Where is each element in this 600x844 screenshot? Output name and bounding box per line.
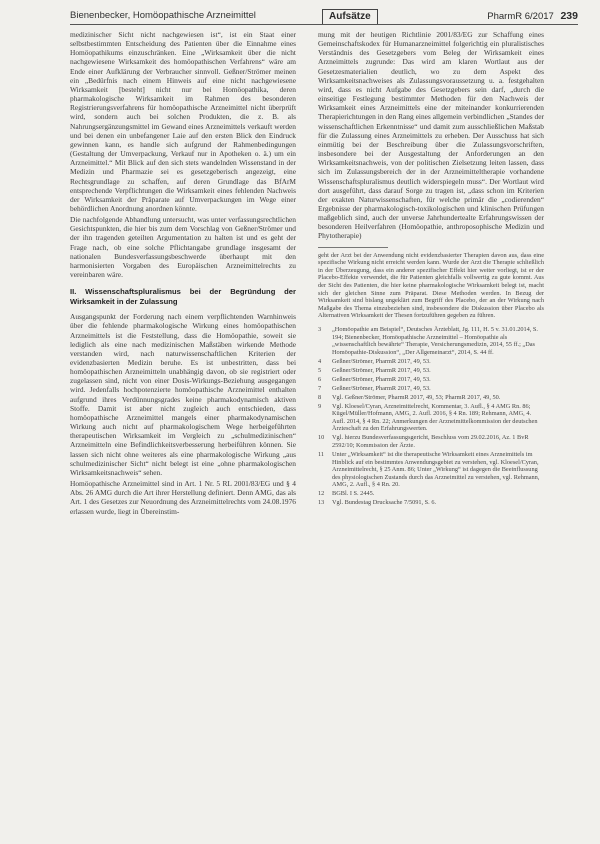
body-paragraph: mung mit der heutigen Richtlinie 2001/83/EG zur Schaffung eines Gemeinschaftskodex für Humanarzneimittel folgerichtig ein pluralistisches Verständnis des Gesetzgebers vom Beleg der Wirksamkeit eines Arzneimittels zugrunde: Das wird am klaren Wortlaut aus der Gesetzesmaterialien deutlich, wo zu dem Aspekt des Wirksamkeitsnachweises als Zulassungsvoraussetzung u. a. festgehalten wird, dass es nicht Aufgabe des Gesetzgebers sein darf, „durch die einseitige Festlegung bestimmter Methoden für den Nachweis der Wirksamkeit eines Arzneimittels eine der miteinander konkurrierenden Therapierichtungen in den Rang eines allgemein verbindlichen „Standes der wissenschaftlichen Erkenntnisse“ und damit zum ausschließlichen Maßstab für die Zulassung eines Arzneimittels zu erheben. Der Ausschuss hat sich einmütig bei der Beschreibung über die Zulassungsvorschriften, insbesondere bei der Ausgestaltung der Anforderungen an den Wirksamkeitsnachweis, von der politischen Zielsetzung leiten lassen, dass sich im Zulassungsbereich der in der Arzneimitteltherapie vorhandene Wissenschaftspluralismus deutlich widerspiegeln muss“. Der Wortlaut wird dort ausgeführt, dass darauf Sorge zu tragen ist, „dass schon im Kriterien der exakten Naturwissenschaften, für welche primär die „codierenden“ Ergebnisse der pharmakologisch-toxikologischen und klinischen Prüfungen maßgeblich sind, auch der unverse Jahrhundertealte Erfahrungswissen der besonderen Heilverfahren (Homöopathie, anthroposophische Medizin und Phytotherapie) [318,30,544,241]
footnote-text: BGBl. I S. 2445. [332,490,375,498]
footnote-number: 3 [318,325,322,333]
body-paragraph: Die nachfolgende Abhandlung untersucht, was unter verfassungsrechtlichen Gesichtspunkten, die hier bis zum dem Vorschlag von Geßner/Strömer und der ihn tragenden geteilten Argumentation zu halten ist und es geht der Frage nach, ob eine solche Pflichtangabe grundlage insgesamt der nationalen Bundesverfassungsbeschwerde überhaupt mit den harmonisierten Vorgaben des Europäischen Arzneimittelrechts zu vereinbaren wäre. [70,215,296,280]
body-paragraph: medizinischer Sicht nicht nachgewiesen ist“, ist ein Staat einer selbstbestimmten Entscheidung des Patienten über die Einnahme eines Homöopathikums einzuschränken. Eine „Wirksamkeit über die nicht nachgewiesene Wirksamkeit des homöopathischen Verfahrens“ wäre am Ende einer Aufklärung der Verbraucher sinnvoll. Geßner/Strömer meinen ein „Bedürfnis nach einem Hinweis auf eine nicht nachgewiesene Wirksamkeit [besteht] nicht nur bei Homöopathika, deren pharmakologische Wirksamkeit im Rahmen des besonderen Registrierungsverfahrens für homöopathische Arzneimittel nicht überprüft wird, sondern auch bei solchen Produkten, die z. B. als Nahrungsergänzungsmittel im Gewand eines Arzneimittels verkauft werden und bei denen ein unbefangener Laie auf den ersten Blick den Eindruck gewinnen kann, es handle sich aufgrund der Rahmenbedingungen (Gestaltung der Umverpackung, Verkauf nur in Apotheken o. ä.) um ein Arzneimittel.“ Mit Blick auf den sich stets wandelnden Wissenstand in der Medizin und Pharmazie sei es gesetzgeberisch angezeigt, eine Rechtsgrundlage zu schaffen, auf deren Grundlage das BfArM entsprechende Verpflichtungen die Wirksamkeit eines fehlenden Nachweis der Wirksamkeit der Präparate auf Umverpackungen im Wege einer behördlichen Anordnung anordnen könnte. [70,30,296,213]
right-column [318,30,544,820]
footnote-continuation: geht der Arzt bei der Anwendung nicht evidenzbasierter Therapien davon aus, dass eine spezifische Wirkung nicht erreicht werden kann. Wurde der Arzt die Therapie schließlich in der Überzeugung, dass ein anderer spezifischer Effekt hier weiter vorliegt, ist er der Placebo-Effekte verwendet, die für Patienten gleichfalls vollwertig zu gute kommt. Aus der Sicht des Patienten, die hier keine pharmakologische Wirksamkeit belegt ist, macht sich der gleichen Sinne zum Präparat. Diese Methoden werden. In Bezug der Wirksamkeit sind bislang ungeklärt zum Begriff des Placebo, der an der Wirkung nach Maßgabe des Thema einzubeziehen sind, insbesondere die Diskussion über Placebo als Alternativen Wirksamkeit der Thesen fortzuführen gegeben zu führen. [318,251,544,320]
footnote-number: 9 [318,402,322,410]
footnote-text: „Homöopathie am Beispiel“, Deutsches Ärzteblatt, Jg. 111, H. 5 v. 31.01.2014, S. 194; Bienenbecker, Homöopathische Arzneimittel – Homöopathie als „wissenschaftlich bewährte“ Therapie, Versicherungsmedizin, 2014, 55 ff.; „Das Homöopathie-Diskussion“, „Der Allgemeinarzt“, 2014, S. 44 ff. [332,325,539,356]
footnote-separator [318,247,388,248]
footnote-number: 6 [318,375,322,383]
footnote-6 [318,376,544,384]
running-header [70,8,578,25]
footnote-number: 11 [318,450,325,458]
header-section-label: Aufsätze [322,9,378,24]
footnote-text: Unter „Wirksamkeit“ ist die therapeutische Wirksamkeit eines Arzneimittels im Hinblick auf ein bestimmtes Anwendungsgebiet zu verstehen, vgl. Kloesel/Cyran, Arzneimittelrecht, § 25 Anm. 86; Unter „Wirkung“ ist dagegen die Beeinflussung des physiologischen Zustands durch das Arzneimittel zu verstehen, vgl. Rehmann, AMG, 2. Aufl., § 4 Rn. 20. [332,450,540,489]
footnote-list [318,326,544,507]
footnote-number: 8 [318,393,322,401]
footnote-text: Vgl. Kloesel/Cyran, Arzneimittelrecht, Kommentar, 3. Aufl., § 4 AMG Rn. 86; Kügel/Müller/Hofmann, AMG, 2. Aufl. 2016, § 4 Rn. 189; Rehmann, AMG, 4. Aufl. 2014, § 4 Rn. 22; Anmerkungen der Arzneimittelkommission der deutschen Ärzteschaft zu den Erfahrungswerten. [332,402,538,433]
footnote-9 [318,403,544,433]
body-paragraph: Ausgangspunkt der Forderung nach einem verpflichtenden Warnhinweis über die fehlende pharmakologische Wirkung eines homöopathischen Arzneimittels ist die Feststellung, dass die Homöopathie, soweit sie lediglich als eine nach medizinischen Maßstäben wirkende Methode verstanden wird, nach naturwissenschaftlichen Kriterien der evidenzbasierten Medizin beruhe. Es ist unbestritten, dass bei homöopathischen Arzneimitteln unabhängig davon, ob sie registriert oder zugelassen sind, nicht von einer Dosis-Wirkungs-Beziehung ausgegangen wird. Jedenfalls hochpotenzierte homöopathische Arzneimittel enthalten aufgrund ihres Verdünnungsgrades keine pharmakodynamisch aktiven Stoffe. Damit ist aber nicht zugleich auch entschieden, dass homöopathische Arzneimittel mangels einer pharmakodynamischen Wirkung auch nicht auf pharmakologischem Wege herbeigeführten therapeutischen Wirksamkeit im Vergleich zu „schulmedizinischen“ Arzneimitteln eine Befindlichkeitsverbesserung herbeiführen können. Sie lassen sich nicht ohne weiteres als eine pharmakologische Wirkung „aus schulmedizinischer Sicht“ nicht belegt ist eine „ohne pharmakologischen Wirksamkeitsnachweis“ sehen. [70,312,296,477]
footnote-text: Vgl. hierzu Bundesverfassungsgericht, Beschluss vom 29.02.2016, Az. 1 BvR 2592/10; Kommission der Ärzte. [332,434,529,449]
footnote-12 [318,490,544,498]
footnote-text: Vgl. Geßner/Strömer, PharmR 2017, 49, 53; PharmR 2017, 49, 50. [332,393,501,401]
section-heading: II. Wissenschaftspluralismus bei der Begründung der Wirksamkeit in der Zulassung [70,287,296,306]
footnote-11 [318,451,544,489]
header-author-title: Bienenbecker, Homöopathische Arzneimittel [70,10,256,21]
page-number: 239 [560,10,578,22]
left-column [70,30,296,820]
footnote-text: Geßner/Strömer, PharmR 2017, 49, 53. [332,384,431,392]
footnote-number: 10 [318,434,325,442]
header-issue-page [487,10,578,22]
header-issue: PharmR 6/2017 [487,11,554,22]
footnote-13 [318,499,544,507]
footnote-number: 7 [318,384,322,392]
footnote-text: Geßner/Strömer, PharmR 2017, 49, 53. [332,366,431,374]
footnote-number: 12 [318,490,325,498]
footnote-text: Geßner/Strömer, PharmR 2017, 49, 53. [332,357,431,365]
footnote-5 [318,367,544,375]
footnote-8 [318,394,544,402]
footnote-number: 4 [318,357,322,365]
footnote-10 [318,434,544,449]
footnote-text: Geßner/Strömer, PharmR 2017, 49, 53. [332,375,431,383]
body-paragraph: Homöopathische Arzneimittel sind in Art. 1 Nr. 5 RL 2001/83/EG und § 4 Abs. 26 AMG durch die Art ihrer Herstellung definiert. Denn AMG, das als Art. 1 des Gesetzes zur Neuordnung des Arzneimittelrechts vom 24.08.1976 erlassen wurde, liegt in Übereinstim- [70,479,296,516]
footnote-7 [318,385,544,393]
footnote-number: 5 [318,366,322,374]
footnote-text: Vgl. Bundestag Drucksache 7/5091, S. 6. [332,499,437,507]
footnote-3 [318,326,544,356]
footnote-number: 13 [318,499,325,507]
footnote-4 [318,358,544,366]
